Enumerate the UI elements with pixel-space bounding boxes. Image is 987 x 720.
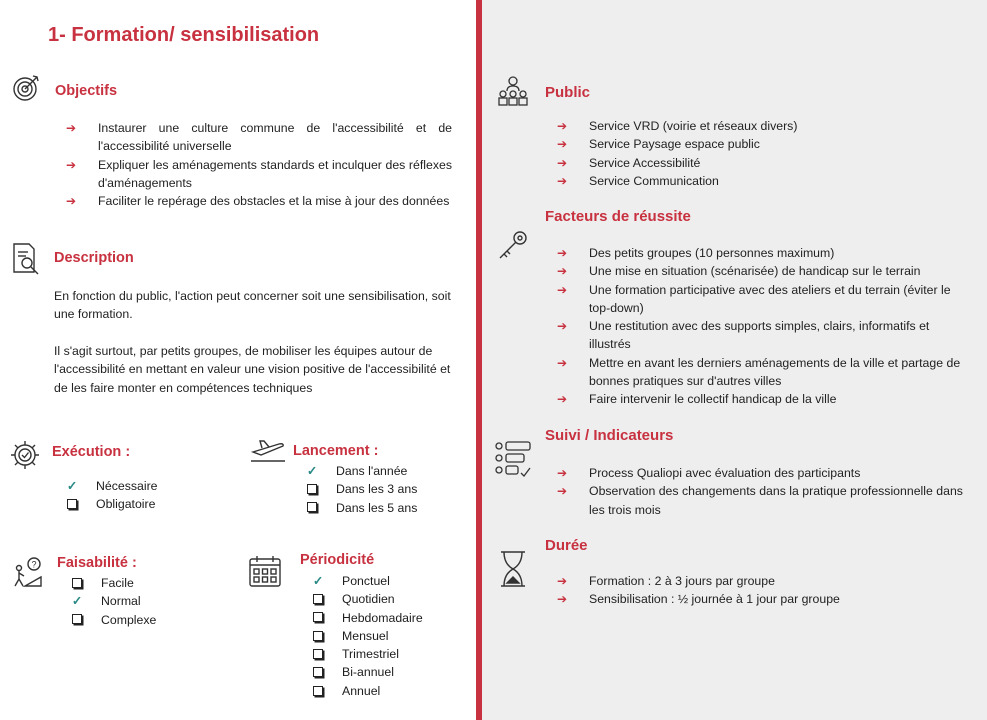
arrow-icon: ➔ xyxy=(557,319,568,334)
option-complexe: Complexe xyxy=(69,611,229,629)
objectifs-list xyxy=(54,119,452,210)
arrow-icon: ➔ xyxy=(66,194,77,209)
list-item: ➔ Instaurer une culture commune de l'accessibilité et de l'accessibilité universelle xyxy=(66,121,452,154)
option-necessaire: ✓ Nécessaire xyxy=(64,477,234,495)
facteurs-list xyxy=(545,244,972,409)
option-normal: ✓ Normal xyxy=(69,592,229,610)
checkbox-empty-icon xyxy=(64,495,80,513)
svg-text:?: ? xyxy=(31,559,37,570)
check-icon: ✓ xyxy=(71,594,83,609)
option-3-ans: Dans les 3 ans xyxy=(304,480,474,498)
arrow-icon: ➔ xyxy=(557,246,568,260)
suivi-list xyxy=(545,464,972,519)
list-item: ➔ Service VRD (voirie et réseaux divers) xyxy=(545,117,965,135)
arrow-icon: ➔ xyxy=(557,574,568,588)
faisabilite-options xyxy=(69,574,229,629)
person-question-icon xyxy=(10,555,44,589)
option-facile: Facile xyxy=(69,574,229,592)
list-item: ➔ Service Accessibilité xyxy=(545,154,965,172)
option-obligatoire: Obligatoire xyxy=(64,495,234,513)
checklist-icon xyxy=(494,440,532,480)
option-bi-annuel: Bi-annuel xyxy=(310,663,470,681)
public-list xyxy=(545,117,965,190)
list-item: ➔ Une mise en situation (scénarisée) de handicap sur le terrain xyxy=(545,262,972,280)
suivi-heading: Suivi / Indicateurs xyxy=(545,427,674,444)
list-item: ➔ Des petits groupes (10 personnes maximum) xyxy=(545,244,972,262)
list-item: ➔ Formation : 2 à 3 jours par groupe xyxy=(545,572,972,590)
periodicite-heading: Périodicité xyxy=(300,552,375,568)
list-item: ➔ Mettre en avant les derniers aménagements de la ville et partage de bonnes pratiques sur d'autres villes xyxy=(557,355,961,389)
checkbox-empty-icon xyxy=(69,574,85,592)
list-item: ➔ Observation des changements dans la pratique professionnelle dans les trois mois xyxy=(557,484,963,517)
option-trimestriel: Trimestriel xyxy=(310,645,470,663)
description-paragraph: En fonction du public, l'action peut concerner soit une sensibilisation, soit une formation. xyxy=(54,289,451,322)
list-item: ➔ Sensibilisation : ½ journée à 1 jour par groupe xyxy=(545,590,972,608)
key-icon xyxy=(497,229,529,261)
list-item: ➔ Expliquer les aménagements standards et inculquer des réflexes d'aménagements xyxy=(66,157,452,190)
list-item: ➔ Une formation participative avec des ateliers et du terrain (éviter le top-down) xyxy=(557,282,951,315)
arrow-icon: ➔ xyxy=(66,157,77,172)
arrow-icon: ➔ xyxy=(66,121,77,135)
arrow-icon: ➔ xyxy=(557,392,568,407)
list-item: ➔ Faire intervenir le collectif handicap de la ville xyxy=(545,390,972,408)
hourglass-icon xyxy=(499,550,527,588)
checkbox-empty-icon xyxy=(310,645,326,663)
arrow-icon: ➔ xyxy=(557,155,568,170)
arrow-icon: ➔ xyxy=(557,119,568,133)
execution-heading: Exécution : xyxy=(52,444,131,460)
execution-options xyxy=(64,477,234,514)
document-search-icon xyxy=(11,242,41,276)
option-quotidien: Quotidien xyxy=(310,590,470,608)
checkbox-empty-icon xyxy=(69,611,85,629)
option-annuel: Annuel xyxy=(310,682,470,700)
calendar-icon xyxy=(248,554,282,588)
gear-check-icon xyxy=(9,439,41,471)
option-mensuel: Mensuel xyxy=(310,627,470,645)
objectifs-heading: Objectifs xyxy=(55,83,118,99)
duree-list xyxy=(545,572,972,609)
target-icon xyxy=(11,73,41,103)
arrow-icon: ➔ xyxy=(557,137,568,152)
checkbox-empty-icon xyxy=(304,480,320,498)
list-item: ➔ Service Communication xyxy=(545,172,965,190)
arrow-icon: ➔ xyxy=(557,264,568,279)
airplane-takeoff-icon xyxy=(249,437,287,465)
arrow-icon: ➔ xyxy=(557,466,568,480)
arrow-icon: ➔ xyxy=(557,484,568,499)
description-heading: Description xyxy=(54,250,134,266)
lancement-options xyxy=(304,462,474,517)
option-ponctuel: ✓ Ponctuel xyxy=(310,572,470,590)
check-icon: ✓ xyxy=(312,574,324,588)
checkbox-empty-icon xyxy=(304,499,320,517)
list-item: ➔ Process Qualiopi avec évaluation des participants xyxy=(545,464,972,482)
checkbox-empty-icon xyxy=(310,609,326,627)
check-icon: ✓ xyxy=(66,479,78,493)
list-item: ➔ Une restitution avec des supports simples, clairs, informatifs et illustrés xyxy=(557,319,930,352)
arrow-icon: ➔ xyxy=(557,592,568,607)
option-dans-annee: ✓ Dans l'année xyxy=(304,462,474,480)
facteurs-heading: Facteurs de réussite xyxy=(545,208,691,225)
option-hebdomadaire: Hebdomadaire xyxy=(310,609,470,627)
list-item: ➔ Service Paysage espace public xyxy=(545,135,965,153)
faisabilite-heading: Faisabilité : xyxy=(57,555,137,571)
arrow-icon: ➔ xyxy=(557,355,568,370)
check-icon: ✓ xyxy=(306,464,318,478)
periodicite-options xyxy=(310,572,470,700)
option-5-ans: Dans les 5 ans xyxy=(304,499,474,517)
description-paragraph: Il s'agit surtout, par petits groupes, de mobiliser les équipes autour de l'accessibilité en mettant en valeur une vision positive de l'accessibilité et de les faire monter en compétences techniques xyxy=(54,344,451,395)
lancement-heading: Lancement : xyxy=(293,443,379,459)
checkbox-empty-icon xyxy=(310,627,326,645)
public-heading: Public xyxy=(545,84,591,101)
arrow-icon: ➔ xyxy=(557,173,568,188)
page-title: 1- Formation/ sensibilisation xyxy=(48,24,320,46)
list-item: ➔ Faciliter le repérage des obstacles et la mise à jour des données xyxy=(54,192,452,210)
checkbox-empty-icon xyxy=(310,663,326,681)
audience-icon xyxy=(497,75,529,107)
arrow-icon: ➔ xyxy=(557,282,568,297)
duree-heading: Durée xyxy=(545,537,588,554)
checkbox-empty-icon xyxy=(310,682,326,700)
checkbox-empty-icon xyxy=(310,590,326,608)
